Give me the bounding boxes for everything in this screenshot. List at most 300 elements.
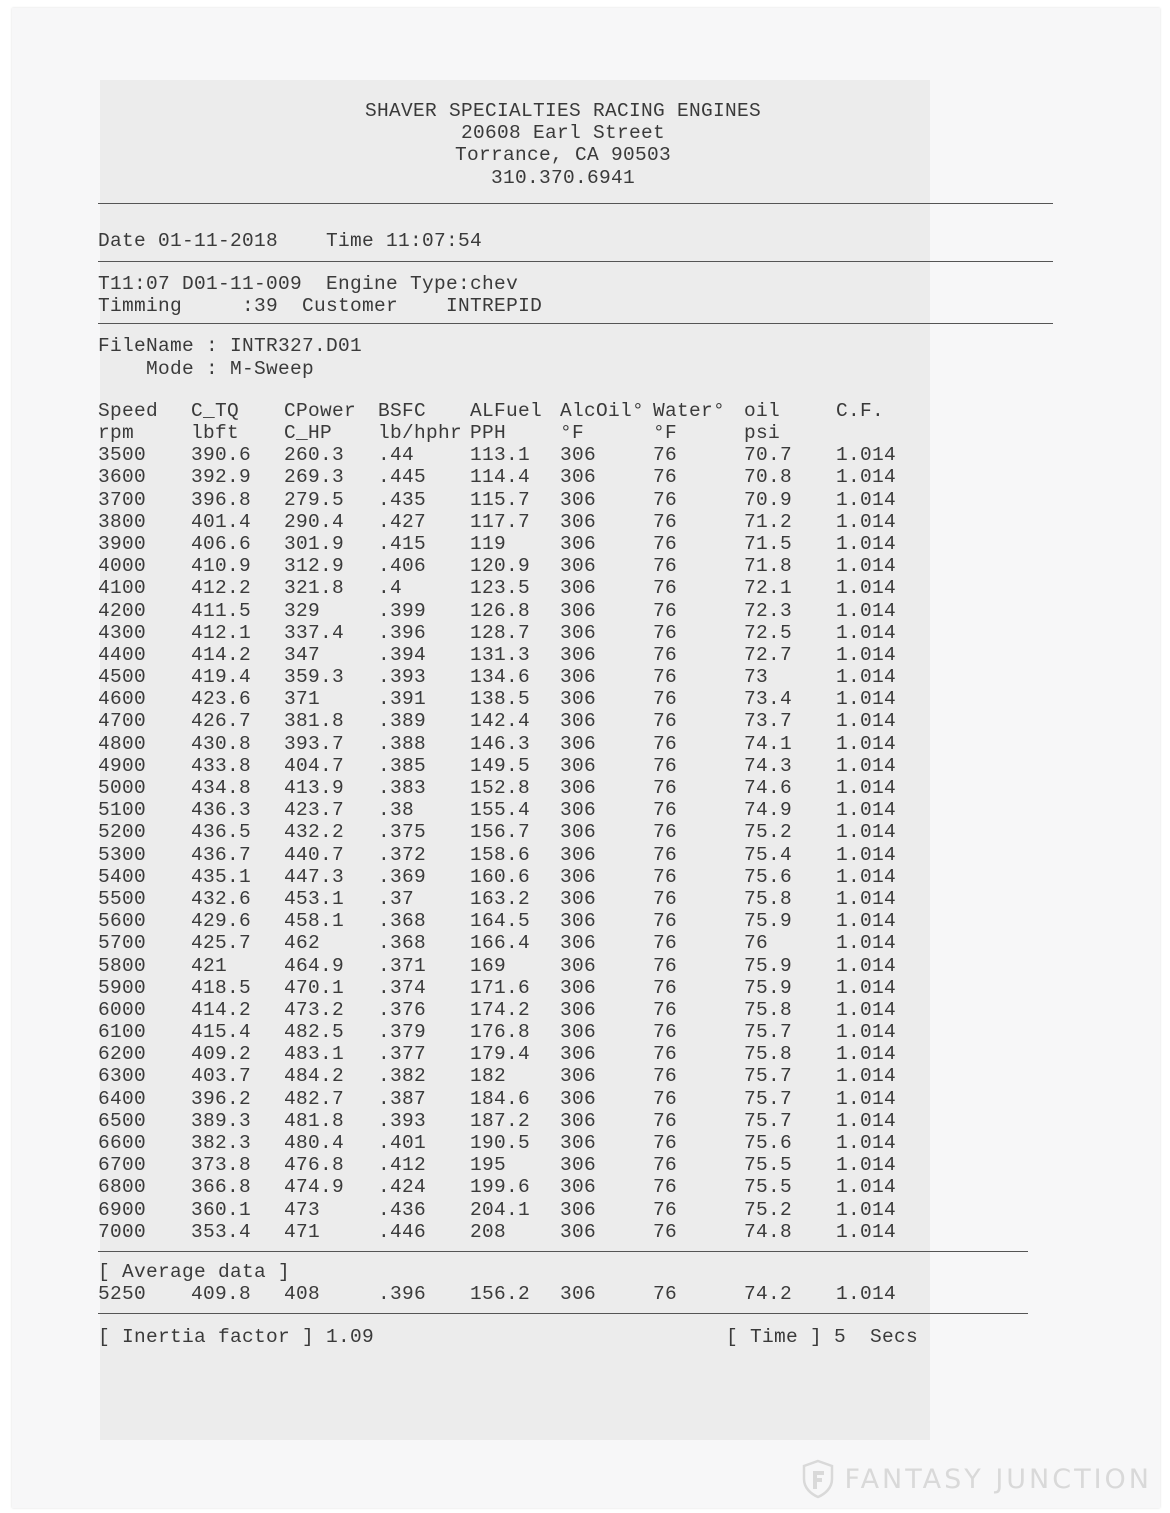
table-cell: 3600 xyxy=(98,466,147,489)
table-cell: 5100 xyxy=(98,799,147,822)
table-cell: 306 xyxy=(560,732,597,755)
table-cell: .4 xyxy=(378,577,403,600)
table-cell: 74.1 xyxy=(744,732,793,755)
company-city: Torrance, CA 90503 xyxy=(454,144,672,167)
table-cell: C.F. xyxy=(836,399,885,422)
table-cell: 1.014 xyxy=(836,799,897,822)
table-cell: .368 xyxy=(378,910,427,933)
table-cell: 76 xyxy=(653,488,678,511)
table-cell: 306 xyxy=(560,954,597,977)
table-cell: 119 xyxy=(470,532,507,555)
table-cell: 76 xyxy=(653,1154,678,1177)
table-cell: .388 xyxy=(378,732,427,755)
table-cell: 75.8 xyxy=(744,887,793,910)
table-cell: 176.8 xyxy=(470,1021,531,1044)
table-cell: 1.014 xyxy=(836,1132,897,1155)
table-cell: 306 xyxy=(560,1220,597,1243)
table-cell: 410.9 xyxy=(191,555,252,578)
table-cell: 74.2 xyxy=(744,1283,793,1306)
table-cell: 471 xyxy=(284,1220,321,1243)
table-cell: 208 xyxy=(470,1220,507,1243)
table-cell: 458.1 xyxy=(284,910,345,933)
table-cell: 4100 xyxy=(98,577,147,600)
table-cell: 1.014 xyxy=(836,510,897,533)
table-cell: 1.014 xyxy=(836,1283,897,1306)
company-name: SHAVER SPECIALTIES RACING ENGINES xyxy=(364,100,762,122)
table-cell: .371 xyxy=(378,954,427,977)
table-row xyxy=(98,710,1058,732)
table-row xyxy=(98,888,1058,910)
table-cell: 436.3 xyxy=(191,799,252,822)
table-cell: 156.2 xyxy=(470,1283,531,1306)
table-cell: 134.6 xyxy=(470,666,531,689)
table-cell: 71.2 xyxy=(744,510,793,533)
table-cell: .401 xyxy=(378,1132,427,1155)
table-cell: 1.014 xyxy=(836,1109,897,1132)
table-cell: 6500 xyxy=(98,1109,147,1132)
table-cell: 306 xyxy=(560,821,597,844)
table-cell: 76 xyxy=(653,998,678,1021)
table-cell: 76 xyxy=(653,643,678,666)
table-cell: .396 xyxy=(378,621,427,644)
table-row xyxy=(98,1221,1058,1243)
company-phone: 310.370.6941 xyxy=(490,166,636,189)
table-cell: 75.8 xyxy=(744,998,793,1021)
table-cell: 432.2 xyxy=(284,821,345,844)
table-cell: .394 xyxy=(378,643,427,666)
table-cell: 123.5 xyxy=(470,577,531,600)
table-cell: 306 xyxy=(560,444,597,467)
table-row xyxy=(98,755,1058,777)
table-cell: 440.7 xyxy=(284,843,345,866)
table-cell: 4700 xyxy=(98,710,147,733)
table-cell: 1.014 xyxy=(836,577,897,600)
table-cell: 306 xyxy=(560,710,597,733)
table-cell: 473.2 xyxy=(284,998,345,1021)
shield-logo-icon xyxy=(801,1459,835,1499)
table-cell: .44 xyxy=(378,444,415,467)
table-cell: .374 xyxy=(378,976,427,999)
table-cell: 306 xyxy=(560,1109,597,1132)
table-cell: ALFuel xyxy=(470,399,543,422)
table-row xyxy=(98,1043,1058,1065)
table-cell: 76 xyxy=(653,710,678,733)
table-cell: AlcOil° xyxy=(560,399,645,422)
table-cell: 120.9 xyxy=(470,555,531,578)
table-cell: 1.014 xyxy=(836,1176,897,1199)
table-cell: 5000 xyxy=(98,777,147,800)
table-cell: 1.014 xyxy=(836,954,897,977)
table-cell: 423.6 xyxy=(191,688,252,711)
table-cell: 306 xyxy=(560,976,597,999)
table-cell: 1.014 xyxy=(836,488,897,511)
table-cell: 114.4 xyxy=(470,466,531,489)
table-cell: .368 xyxy=(378,932,427,955)
table-cell: 1.014 xyxy=(836,466,897,489)
table-row xyxy=(98,666,1058,688)
file-name-line: FileName : INTR327.D01 xyxy=(98,335,363,358)
table-body xyxy=(98,444,1058,1243)
table-cell: 6000 xyxy=(98,998,147,1021)
table-row xyxy=(98,555,1058,577)
table-cell: °F xyxy=(560,422,585,445)
table-row xyxy=(98,511,1058,533)
table-cell: 337.4 xyxy=(284,621,345,644)
table-cell: 329 xyxy=(284,599,321,622)
table-cell: 184.6 xyxy=(470,1087,531,1110)
table-cell: 409.8 xyxy=(191,1283,252,1306)
table-cell: 73.4 xyxy=(744,688,793,711)
table-row xyxy=(98,1154,1058,1176)
table-cell: 1.014 xyxy=(836,1065,897,1088)
table-cell: 306 xyxy=(560,1065,597,1088)
table-cell: 306 xyxy=(560,1154,597,1177)
table-cell: .445 xyxy=(378,466,427,489)
table-cell: 75.6 xyxy=(744,865,793,888)
table-cell: 408 xyxy=(284,1283,321,1306)
table-cell: 76 xyxy=(653,865,678,888)
table-cell: 404.7 xyxy=(284,754,345,777)
table-cell: 306 xyxy=(560,466,597,489)
table-cell: 306 xyxy=(560,1198,597,1221)
table-cell: 4800 xyxy=(98,732,147,755)
table-cell: 306 xyxy=(560,754,597,777)
table-cell: 360.1 xyxy=(191,1198,252,1221)
table-cell: 76 xyxy=(653,821,678,844)
table-cell: 306 xyxy=(560,799,597,822)
table-cell: 166.4 xyxy=(470,932,531,955)
table-cell: 432.6 xyxy=(191,887,252,910)
table-row xyxy=(98,844,1058,866)
table-cell: psi xyxy=(744,422,781,445)
table-cell: 195 xyxy=(470,1154,507,1177)
table-cell: 371 xyxy=(284,688,321,711)
table-cell: 306 xyxy=(560,1087,597,1110)
table-cell: 76 xyxy=(653,1021,678,1044)
table-cell: .375 xyxy=(378,821,427,844)
column-units-row xyxy=(98,422,1058,444)
table-cell: 389.3 xyxy=(191,1109,252,1132)
table-cell: 152.8 xyxy=(470,777,531,800)
table-cell: 4600 xyxy=(98,688,147,711)
table-cell: 3900 xyxy=(98,532,147,555)
table-cell: 312.9 xyxy=(284,555,345,578)
table-cell: 306 xyxy=(560,599,597,622)
table-cell: 1.014 xyxy=(836,688,897,711)
table-cell: 483.1 xyxy=(284,1043,345,1066)
table-row xyxy=(98,799,1058,821)
table-cell: Speed xyxy=(98,399,159,422)
average-row xyxy=(98,1283,1058,1305)
table-cell: 306 xyxy=(560,1132,597,1155)
table-cell: 76 xyxy=(653,666,678,689)
table-cell: 76 xyxy=(653,799,678,822)
table-cell: 156.7 xyxy=(470,821,531,844)
table-cell: 412.2 xyxy=(191,577,252,600)
table-cell: 429.6 xyxy=(191,910,252,933)
table-cell: 76 xyxy=(653,1176,678,1199)
table-cell: 396.8 xyxy=(191,488,252,511)
table-cell: 1.014 xyxy=(836,910,897,933)
table-cell: 1.014 xyxy=(836,932,897,955)
table-cell: 5700 xyxy=(98,932,147,955)
table-cell: 75.2 xyxy=(744,821,793,844)
table-cell: 306 xyxy=(560,621,597,644)
table-cell: .383 xyxy=(378,777,427,800)
table-row xyxy=(98,932,1058,954)
table-cell: 1.014 xyxy=(836,887,897,910)
table-row xyxy=(98,1065,1058,1087)
table-row xyxy=(98,1088,1058,1110)
table-cell: 4000 xyxy=(98,555,147,578)
table-row xyxy=(98,1132,1058,1154)
table-cell: 76 xyxy=(653,1220,678,1243)
table-cell: Water° xyxy=(653,399,726,422)
table-cell: 1.014 xyxy=(836,976,897,999)
table-cell: 1.014 xyxy=(836,1154,897,1177)
table-cell: 75.7 xyxy=(744,1087,793,1110)
table-cell: 306 xyxy=(560,488,597,511)
table-cell: 373.8 xyxy=(191,1154,252,1177)
table-cell: 76 xyxy=(653,532,678,555)
table-cell: PPH xyxy=(470,422,507,445)
table-cell: oil xyxy=(744,399,781,422)
table-cell: 409.2 xyxy=(191,1043,252,1066)
table-cell: 301.9 xyxy=(284,532,345,555)
table-cell: 131.3 xyxy=(470,643,531,666)
table-cell: 382.3 xyxy=(191,1132,252,1155)
table-cell: 1.014 xyxy=(836,1198,897,1221)
table-cell: .424 xyxy=(378,1176,427,1199)
table-cell: 117.7 xyxy=(470,510,531,533)
table-cell: 306 xyxy=(560,932,597,955)
table-cell: 76 xyxy=(653,1109,678,1132)
table-row xyxy=(98,1110,1058,1132)
table-cell: 73 xyxy=(744,666,769,689)
table-cell: .387 xyxy=(378,1087,427,1110)
engine-line: T11:07 D01-11-009 Engine Type:chev xyxy=(98,273,519,296)
table-cell: .393 xyxy=(378,666,427,689)
table-cell: 6900 xyxy=(98,1198,147,1221)
table-cell: 306 xyxy=(560,865,597,888)
table-cell: 76 xyxy=(653,599,678,622)
table-cell: 76 xyxy=(653,688,678,711)
table-row xyxy=(98,644,1058,666)
table-cell: .391 xyxy=(378,688,427,711)
table-cell: 1.014 xyxy=(836,666,897,689)
table-cell: 1.014 xyxy=(836,732,897,755)
table-cell: 1.014 xyxy=(836,599,897,622)
table-cell: 1.014 xyxy=(836,643,897,666)
table-cell: 269.3 xyxy=(284,466,345,489)
table-cell: 430.8 xyxy=(191,732,252,755)
table-cell: .427 xyxy=(378,510,427,533)
table-cell: .399 xyxy=(378,599,427,622)
table-cell: 6200 xyxy=(98,1043,147,1066)
table-cell: 76 xyxy=(653,1198,678,1221)
table-cell: 423.7 xyxy=(284,799,345,822)
table-cell: 306 xyxy=(560,577,597,600)
table-cell: 359.3 xyxy=(284,666,345,689)
table-cell: 412.1 xyxy=(191,621,252,644)
timing-customer-line: Timming :39 Customer INTREPID xyxy=(98,295,543,318)
table-cell: 76 xyxy=(653,1132,678,1155)
table-cell: 199.6 xyxy=(470,1176,531,1199)
table-cell: 76 xyxy=(653,1043,678,1066)
table-cell: 4500 xyxy=(98,666,147,689)
table-cell: 5500 xyxy=(98,887,147,910)
table-cell: 187.2 xyxy=(470,1109,531,1132)
table-cell: 74.8 xyxy=(744,1220,793,1243)
table-row xyxy=(98,955,1058,977)
table-cell: 1.014 xyxy=(836,1021,897,1044)
table-cell: 306 xyxy=(560,910,597,933)
table-cell: 306 xyxy=(560,1021,597,1044)
table-cell: .37 xyxy=(378,887,415,910)
table-row xyxy=(98,733,1058,755)
table-cell: 5300 xyxy=(98,843,147,866)
table-cell: 306 xyxy=(560,643,597,666)
table-cell: 462 xyxy=(284,932,321,955)
table-cell: 76 xyxy=(653,1087,678,1110)
table-cell: 353.4 xyxy=(191,1220,252,1243)
table-row xyxy=(98,489,1058,511)
table-cell: 4900 xyxy=(98,754,147,777)
table-cell: 75.8 xyxy=(744,1043,793,1066)
table-cell: 7000 xyxy=(98,1220,147,1243)
table-cell: 4400 xyxy=(98,643,147,666)
table-cell: 306 xyxy=(560,998,597,1021)
table-cell: 406.6 xyxy=(191,532,252,555)
table-cell: 482.7 xyxy=(284,1087,345,1110)
run-time: [ Time ] 5 Secs xyxy=(725,1326,918,1349)
table-cell: 473 xyxy=(284,1198,321,1221)
table-cell: 74.3 xyxy=(744,754,793,777)
table-cell: .393 xyxy=(378,1109,427,1132)
table-cell: 190.5 xyxy=(470,1132,531,1155)
table-row xyxy=(98,777,1058,799)
table-cell: 6800 xyxy=(98,1176,147,1199)
table-cell: 149.5 xyxy=(470,754,531,777)
table-cell: 426.7 xyxy=(191,710,252,733)
table-cell: 480.4 xyxy=(284,1132,345,1155)
table-cell: 179.4 xyxy=(470,1043,531,1066)
company-street: 20608 Earl Street xyxy=(460,122,666,145)
table-cell: .385 xyxy=(378,754,427,777)
table-cell: 403.7 xyxy=(191,1065,252,1088)
report-footer xyxy=(98,1326,918,1348)
table-cell: 182 xyxy=(470,1065,507,1088)
table-row xyxy=(98,577,1058,599)
table-cell: 71.8 xyxy=(744,555,793,578)
table-cell: 4300 xyxy=(98,621,147,644)
table-cell: 75.5 xyxy=(744,1176,793,1199)
table-cell: 138.5 xyxy=(470,688,531,711)
table-cell: 481.8 xyxy=(284,1109,345,1132)
table-cell: 75.6 xyxy=(744,1132,793,1155)
table-row xyxy=(98,1176,1058,1198)
table-cell: 75.7 xyxy=(744,1065,793,1088)
table-cell: 164.5 xyxy=(470,910,531,933)
table-cell: 76 xyxy=(653,954,678,977)
table-cell: 76 xyxy=(653,843,678,866)
table-cell: 418.5 xyxy=(191,976,252,999)
table-cell: 5250 xyxy=(98,1283,147,1306)
table-cell: C_TQ xyxy=(191,399,240,422)
table-cell: .436 xyxy=(378,1198,427,1221)
table-cell: 204.1 xyxy=(470,1198,531,1221)
table-cell: CPower xyxy=(284,399,357,422)
table-cell: 76 xyxy=(653,932,678,955)
table-cell: C_HP xyxy=(284,422,333,445)
table-row xyxy=(98,977,1058,999)
table-cell: 169 xyxy=(470,954,507,977)
table-cell: 75.7 xyxy=(744,1109,793,1132)
table-cell: 72.3 xyxy=(744,599,793,622)
table-cell: 381.8 xyxy=(284,710,345,733)
table-cell: 126.8 xyxy=(470,599,531,622)
table-cell: 76 xyxy=(653,555,678,578)
table-row xyxy=(98,600,1058,622)
table-cell: 5600 xyxy=(98,910,147,933)
table-cell: 74.9 xyxy=(744,799,793,822)
table-cell: 155.4 xyxy=(470,799,531,822)
table-cell: 421 xyxy=(191,954,228,977)
table-cell: lbft xyxy=(191,422,240,445)
table-cell: 113.1 xyxy=(470,444,531,467)
mode-line: Mode : M-Sweep xyxy=(98,357,315,380)
table-cell: 306 xyxy=(560,555,597,578)
table-cell: 171.6 xyxy=(470,976,531,999)
table-cell: °F xyxy=(653,422,678,445)
column-header-row xyxy=(98,400,1058,422)
table-cell: 71.5 xyxy=(744,532,793,555)
table-cell: 411.5 xyxy=(191,599,252,622)
table-cell: 1.014 xyxy=(836,444,897,467)
table-cell: 6400 xyxy=(98,1087,147,1110)
table-cell: 3500 xyxy=(98,444,147,467)
table-cell: 1.014 xyxy=(836,865,897,888)
table-cell: 474.9 xyxy=(284,1176,345,1199)
table-cell: 158.6 xyxy=(470,843,531,866)
table-cell: 306 xyxy=(560,843,597,866)
table-cell: .446 xyxy=(378,1220,427,1243)
table-cell: 75.2 xyxy=(744,1198,793,1221)
table-cell: 72.1 xyxy=(744,577,793,600)
table-cell: 160.6 xyxy=(470,865,531,888)
watermark xyxy=(801,1459,1152,1499)
table-cell: 146.3 xyxy=(470,732,531,755)
table-cell: 390.6 xyxy=(191,444,252,467)
table-cell: 433.8 xyxy=(191,754,252,777)
table-cell: 419.4 xyxy=(191,666,252,689)
table-cell: 453.1 xyxy=(284,887,345,910)
table-cell: 393.7 xyxy=(284,732,345,755)
table-cell: .406 xyxy=(378,555,427,578)
table-row xyxy=(98,622,1058,644)
table-cell: 1.014 xyxy=(836,532,897,555)
table-cell: 1.014 xyxy=(836,555,897,578)
table-row xyxy=(98,1199,1058,1221)
table-cell: 482.5 xyxy=(284,1021,345,1044)
table-row xyxy=(98,688,1058,710)
table-cell: 75.9 xyxy=(744,976,793,999)
table-cell: 1.014 xyxy=(836,998,897,1021)
table-cell: 70.7 xyxy=(744,444,793,467)
table-cell: 163.2 xyxy=(470,887,531,910)
table-row xyxy=(98,466,1058,488)
table-cell: 6600 xyxy=(98,1132,147,1155)
